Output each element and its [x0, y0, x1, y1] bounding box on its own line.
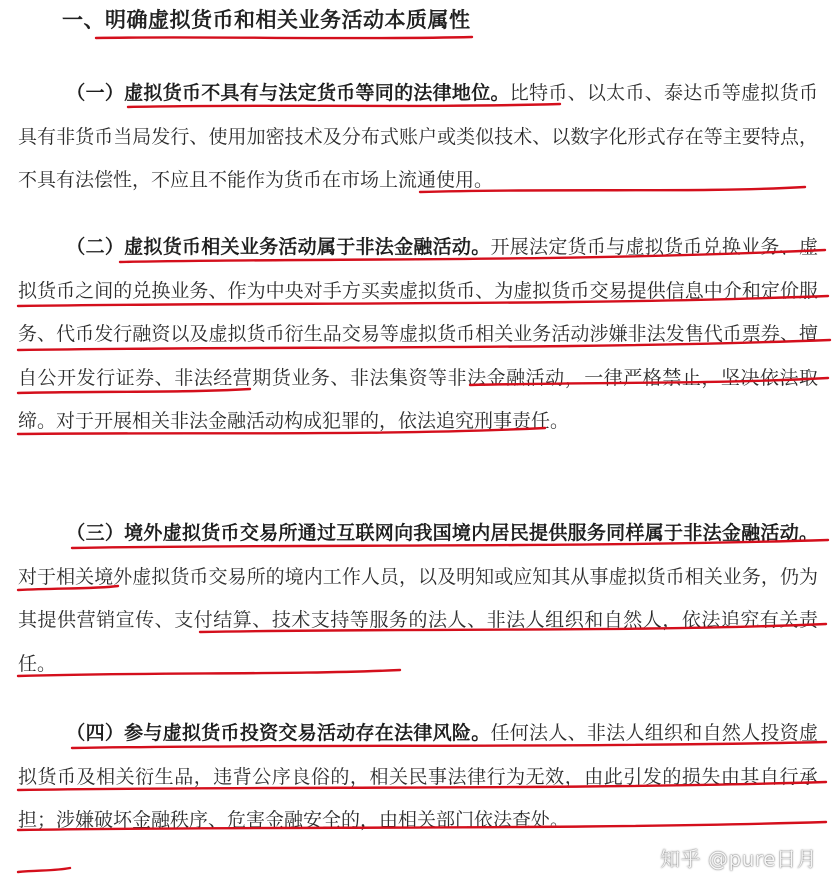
paragraph-3: [18, 512, 818, 686]
paragraph-3-lead: （三）境外虚拟货币交易所通过互联网向我国境内居民提供服务同样属于非法金融活动。: [66, 522, 818, 544]
paragraph-2-body: 开展法定货币与虚拟货币兑换业务、虚拟货币之间的兑换业务、作为中央对手方买卖虚拟货币、为虚拟货币交易提供信息中介和定价服务、代币发行融资以及虚拟货币衍生品交易等虚拟货币相关业务活动涉嫌非法发售代币票券、擅自公开发行证券、非法经营期货业务、非法集资等非法金融活动，一律严格禁止，坚决依法取缔。对于开展相关非法金融活动构成犯罪的，依法追究刑事责任。: [18, 236, 818, 432]
paragraph-2-lead: （二）虚拟货币相关业务活动属于非法金融活动。: [66, 236, 491, 258]
paragraph-4: [18, 712, 818, 843]
paragraph-1-body: 比特币、以太币、泰达币等虚拟货币具有非货币当局发行、使用加密技术及分布式账户或类似技术、以数字化形式存在等主要特点，不具有法偿性，不应且不能作为货币在市场上流通使用。: [18, 82, 818, 191]
underline-mark: [18, 868, 70, 872]
section-heading: 一、明确虚拟货币和相关业务活动本质属性: [62, 8, 471, 32]
paragraph-1: [18, 72, 818, 203]
paragraph-4-lead: （四）参与虚拟货币投资交易活动存在法律风险。: [66, 722, 491, 744]
paragraph-1-lead: （一）虚拟货币不具有与法定货币等同的法律地位。: [66, 82, 510, 104]
paragraph-2: [18, 226, 818, 444]
zhihu-watermark: 知乎 @pure日月: [660, 847, 817, 871]
paragraph-4-body: 任何法人、非法人组织和自然人投资虚拟货币及相关衍生品，违背公序良俗的，相关民事法律行为无效，由此引发的损失由其自行承担；涉嫌破坏金融秩序、危害金融安全的，由相关部门依法查处。: [18, 722, 818, 831]
paragraph-3-body: 对于相关境外虚拟货币交易所的境内工作人员，以及明知或应知其从事虚拟货币相关业务，仍为其提供营销宣传、支付结算、技术支持等服务的法人、非法人组织和自然人，依法追究有关责任。: [18, 565, 818, 675]
